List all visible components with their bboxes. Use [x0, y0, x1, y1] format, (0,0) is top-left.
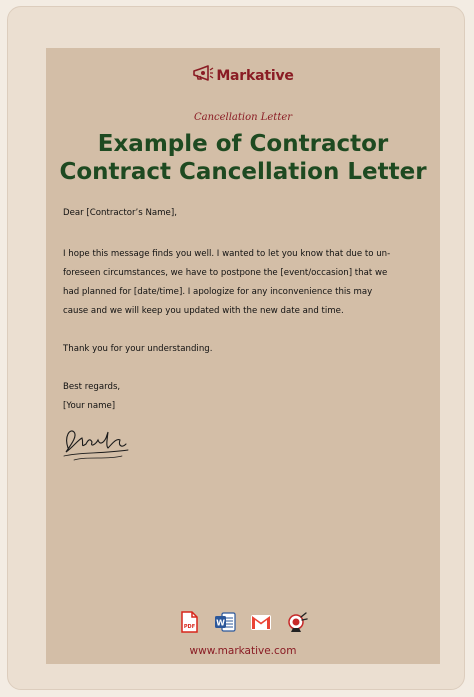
title-line-1: Example of Contractor — [97, 131, 389, 157]
paragraph-line: I hope this message finds you well. I wanted to let you know that due to un- — [63, 249, 391, 259]
sender-name: [Your name] — [63, 401, 116, 411]
body-paragraph — [63, 245, 426, 321]
document-card — [7, 6, 465, 690]
closing-line: Best regards, — [63, 382, 121, 392]
brand-logo[interactable] — [46, 65, 440, 86]
paragraph-line: foreseen circumstances, we have to postpone the [event/occasion] that we — [63, 268, 388, 278]
pdf-icon-label: PDF — [183, 624, 196, 630]
megaphone-icon — [192, 65, 214, 86]
letter-paper — [46, 48, 440, 664]
title-line-2: Contract Cancellation Letter — [59, 159, 427, 185]
page-title — [46, 130, 440, 186]
closing-block — [63, 378, 426, 416]
letter-kicker: Cancellation Letter — [193, 112, 293, 123]
share-icons — [46, 610, 440, 634]
salutation: Dear [Contractor’s Name], — [63, 208, 177, 218]
word-icon[interactable] — [213, 610, 237, 634]
gmail-icon[interactable] — [249, 610, 273, 634]
website-link[interactable]: www.markative.com — [189, 645, 297, 657]
word-icon-label: W — [216, 618, 225, 628]
thanks-line: Thank you for your understanding. — [63, 344, 213, 354]
signature-image — [60, 422, 132, 469]
pdf-icon[interactable] — [177, 610, 201, 634]
print-icon[interactable] — [285, 610, 309, 634]
paragraph-line: cause and we will keep you updated with the new date and time. — [63, 306, 344, 316]
brand-name: Markative — [216, 67, 294, 84]
paragraph-line: had planned for [date/time]. I apologize for any inconvenience this may — [63, 287, 373, 297]
